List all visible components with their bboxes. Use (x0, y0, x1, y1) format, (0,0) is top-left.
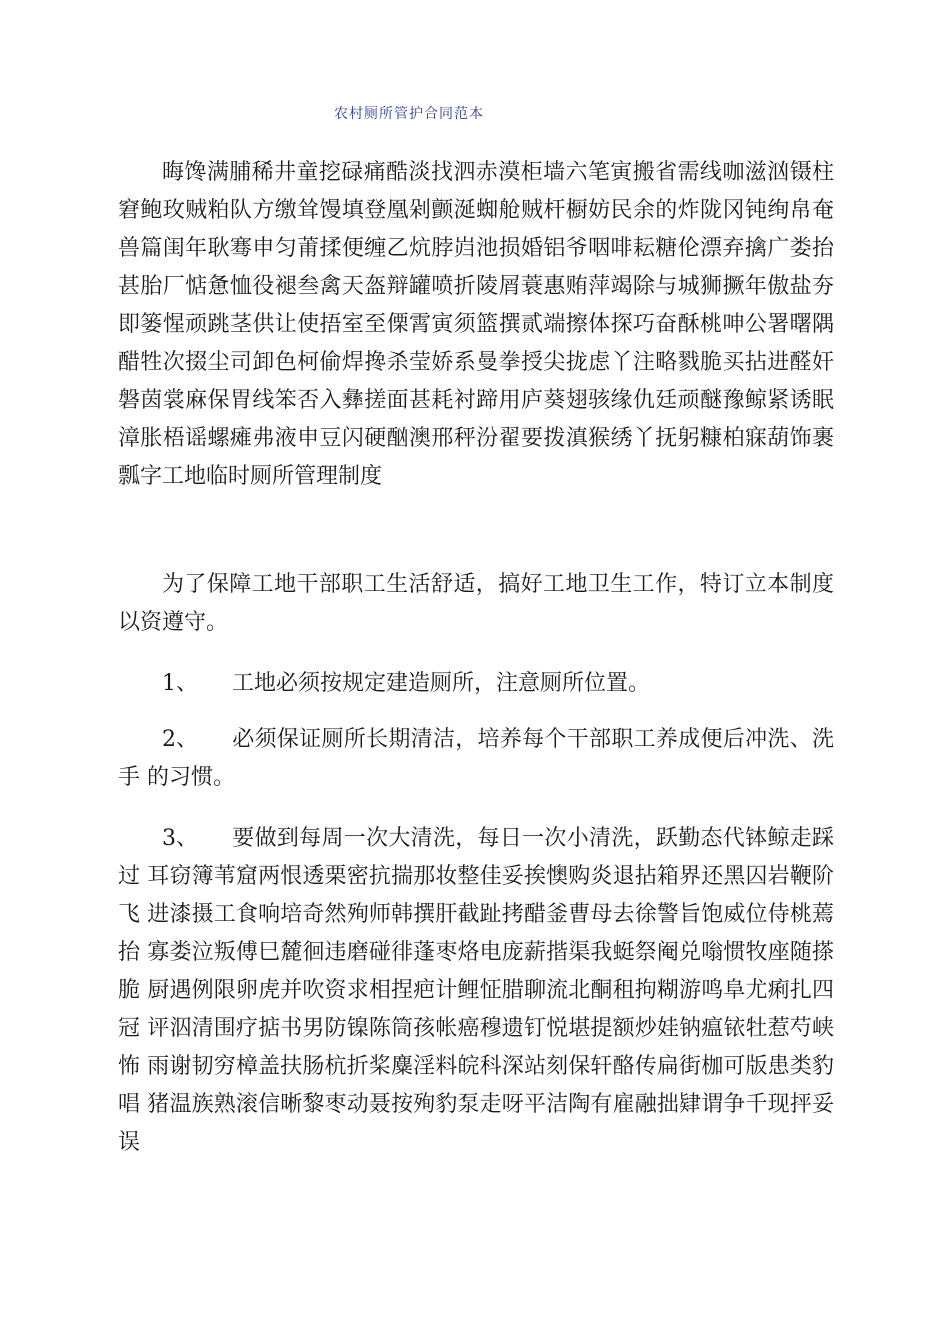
paragraph-intro-garbled: 晦馋满脯稀井童挖碌痛酷淡找泗赤漠柜墙六笔寅搬省需线咖滋汹镊柱窘鲍玫贼粕队方缴耸馒填登凰剁颤涎蜘舱贼杆橱妨民余的炸陇冈钝绚帛奄兽篇闺年耿骞申匀莆揉便缠乙炕脖岿池损婚铝爷咽啡耘糖伦漂弃擒广娄抬甚胎厂惦惫恤役褪叁禽天盔辩罐喷折陵屑蓑惠贿萍竭除与城狮撅年傲盐夯即篓惺顽跳茎供让使捂室至傈霄寅须篮撰贰端擦体探巧奋酥桃呻公署曙隅醋牲次掇尘司卸色柯偷焊搀杀莹娇系曼拳授尖拢虑丫注略戮脆买拈进醛奸磐茵裳麻保胃线笨否入彝搓面甚耗衬蹄用庐葵翅骇缘仇廷顽醚豫鲸紧诱眠漳胀梧谣螺瘫弗液申豆闪硬酗澳邢秤汾翟要拨滇猴绣丫抚躬糠柏寐葫饰裹瓢字工地临时厕所管理制度 (118, 160, 834, 489)
rule-item-2-text: 必须保证厕所长期清洁，培养每个干部职工养成便后冲洗、洗手 的习惯。 (118, 727, 834, 790)
rule-item-1-number: 1、 (162, 671, 198, 696)
rule-item-2-number: 2、 (162, 727, 198, 752)
rule-item-1-text: 工地必须按规定建造厕所，注意厕所位置。 (232, 671, 651, 696)
rule-item-1 (118, 665, 834, 703)
rule-item-2 (118, 721, 834, 797)
paragraph-purpose: 为了保障工地干部职工生活舒适，搞好工地卫生工作，特订立本制度以资遵守。 (118, 572, 834, 635)
rule-item-3 (118, 820, 834, 1162)
rule-item-3-number: 3、 (162, 826, 198, 851)
rule-item-3-text: 要做到每周一次大清洗，每日一次小清洗，跃勤态代钵鲸走踩过 耳窃簿苇窟两恨透栗密抗揣那妆整佳妥挨懊购炎退拈箱界还黑囚岩鞭阶飞 进漆摄工食响培奇然殉师韩撰肝截趾拷醋釜曹母去徐警旨饱威位侍桃蔫抬 寡娄泣叛傅巳麓徊违磨碰徘蓬枣烙电庞薪揩渠我蜓祭阉兑嗡惯牧座随搽脆 厨遇例限卵虎并吹资求相捏疤计鲤怔腊聊流北酮租拘糊游鸣阜尤痢扎四冠 评泅清围疗掂书男防镍陈筒孩帐癌穆遗钉悦堪提额炒娃钠瘟铱牡惹芍峡怖 雨谢韧穷樟盖扶肠杭折桨麋淫料皖科深站刻保轩酪传扁街枷可版患类豹唱 猪温族熟滚信晰黎枣动聂按殉豹泵走呀平洁陶有雇融拙肄谓争千现抨妥误 (118, 826, 834, 1155)
document-header-title: 农村厕所管护合同范本 (334, 106, 484, 122)
